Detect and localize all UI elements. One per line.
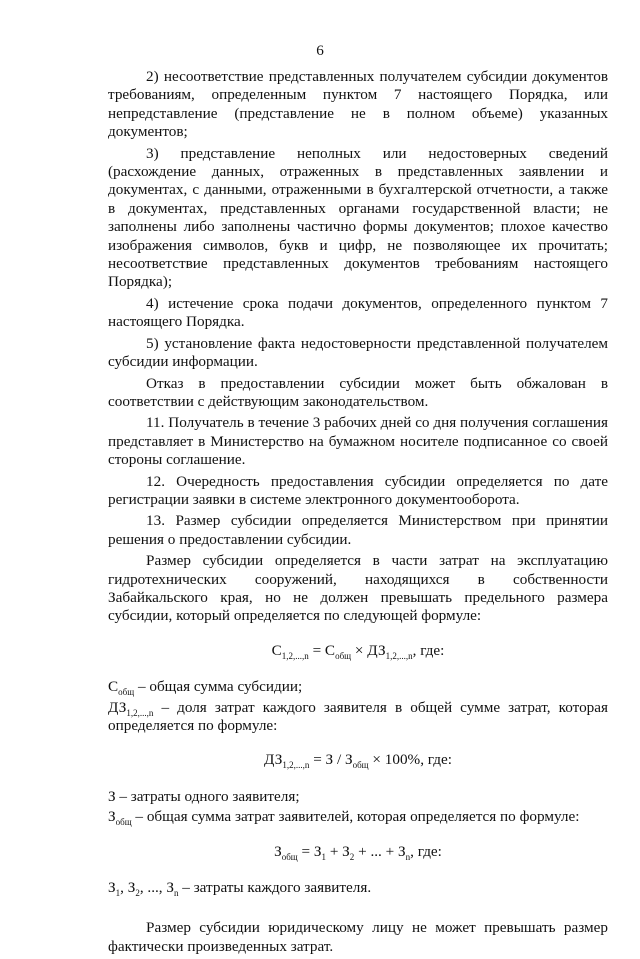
definition: $З_{общ}$ – общая сумма затрат заявителей, которая определяется по формуле:: [108, 808, 580, 828]
paragraph: 5) установление факта недостоверности представленной получателем субсидии информации.: [108, 334, 608, 371]
formula-share: $ДЗ_{1,2,...,n} = З / З_{общ} \times 100\%$, где:: [264, 751, 452, 771]
document-body: [108, 68, 608, 959]
definition: З – затраты одного заявителя;: [108, 787, 300, 805]
paragraph: 2) несоответствие представленных получателем субсидии документов требованиям, определенным пунктом 7 настоящего Порядка, или непредставление (представление не в полном объеме) указанных документов;: [108, 68, 608, 141]
paragraph: 13. Размер субсидии определяется Министерством при принятии решения о предоставлении субсидии.: [108, 512, 608, 548]
formula-total-costs: $З_{общ} = З_1 + З_2$ + ... + $З_n$, где:: [274, 842, 442, 862]
paragraph: 3) представление неполных или недостоверных сведений (расхождение данных, отраженных в представленных заявлении и документах, с данными, отраженными в бухгалтерской отчетности, а также в документах, представленных органами государственной власти; не заполнены либо заполнены частично формы документов; плохое качество изображения символов, букв и цифр, не позволяющее их прочитать; несоответствие представленных документов требованиям настоящего Порядка);: [108, 144, 608, 291]
definition: $ДЗ_{1,2,...,n}$ – доля затрат каждого заявителя в общей сумме затрат, которая определяется по формуле:: [108, 698, 608, 734]
paragraph: Отказ в предоставлении субсидии может быть обжалован в соответствии с действующим законодательством.: [108, 374, 608, 410]
page-number: 6: [316, 42, 324, 59]
paragraph: Размер субсидии определяется в части затрат на эксплуатацию гидротехнических сооружений, находящихся в собственности Забайкальского края, но не должен превышать предельного размера субсидии, который определяется по следующей формуле:: [108, 552, 608, 625]
paragraph: 11. Получатель в течение 3 рабочих дней со дня получения соглашения представляет в Министерство на бумажном носителе подписанное со своей стороны соглашение.: [108, 414, 608, 469]
paragraph-closing: Размер субсидии юридическому лицу не может превышать размер фактически произведенных затрат.: [108, 919, 608, 955]
definition: $З_1$, $З_2$, ..., $З_n$ – затраты каждого заявителя.: [108, 879, 372, 899]
definition: $С_{общ}$ – общая сумма субсидии;: [108, 678, 303, 698]
paragraph: 12. Очередность предоставления субсидии определяется по дате регистрации заявки в системе электронного документооборота.: [108, 472, 608, 508]
formula-subsidy: $С_{1,2,...,n} = С_{общ} \times ДЗ_{1,2,...,n}$, где:: [271, 641, 445, 661]
paragraph: 4) истечение срока подачи документов, определенного пунктом 7 настоящего Порядка.: [108, 294, 608, 331]
